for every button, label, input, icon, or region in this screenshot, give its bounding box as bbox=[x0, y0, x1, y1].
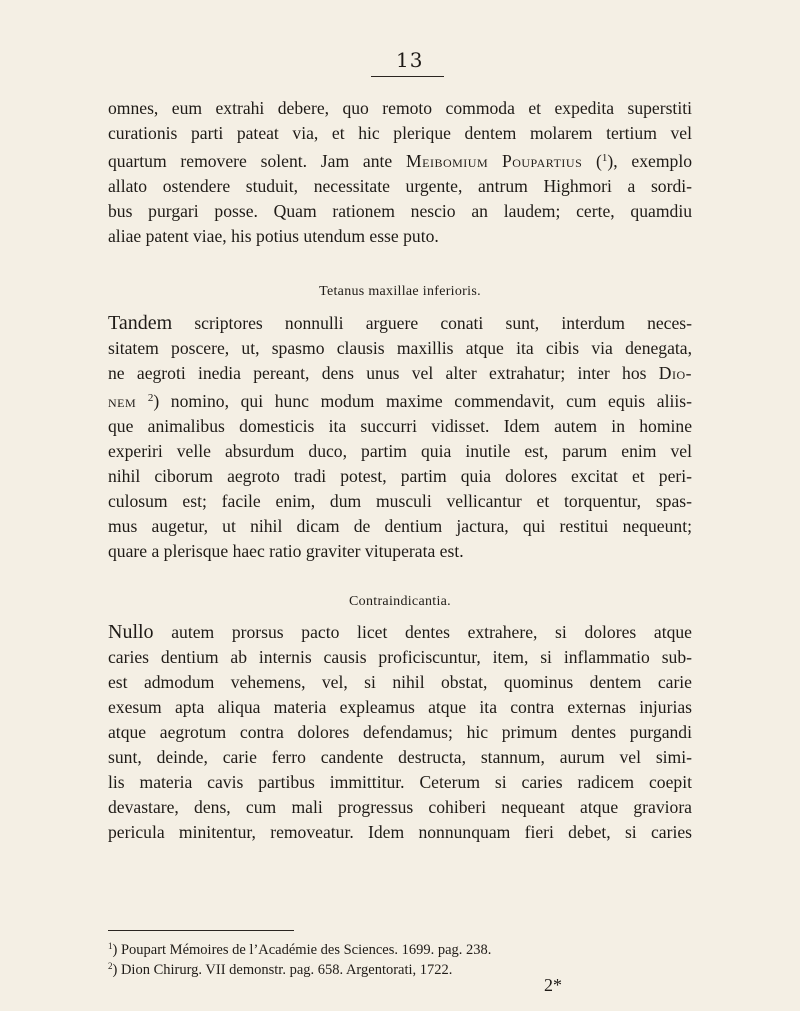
paragraph-2-line bbox=[108, 386, 692, 414]
footnote-text: ) Poupart Mémoires de l’Académie des Sciences. 1699. pag. 238. bbox=[112, 942, 492, 958]
footnote-marker: 2 bbox=[108, 961, 113, 971]
paragraph-1-line: aliae patent viae, his potius utendum esse puto. bbox=[108, 226, 439, 246]
text-run: ne aegroti inedia pereant, dens unus vel alter extrahatur; inter hos bbox=[108, 363, 647, 383]
author-name-meibomium: Meibomium bbox=[406, 151, 489, 171]
text-run: autem prorsus pacto licet dentes extrahere, si dolores atque bbox=[171, 622, 692, 642]
paragraph-3-line: atque aegrotum contra dolores defendamus; hic primum dentes purgandi bbox=[108, 722, 692, 742]
text-run: ), exemplo bbox=[607, 151, 693, 171]
paragraph-2 bbox=[108, 311, 692, 564]
paragraph-3-line: exesum apta aliqua materia expleamus atque ita contra externas injurias bbox=[108, 697, 692, 717]
footnote-marker: 1 bbox=[108, 941, 113, 951]
paragraph-3-line: pericula minitentur, removeatur. Idem nonnunquam fieri debet, si caries bbox=[108, 822, 692, 842]
paragraph-2-line: experiri velle absurdum duco, partim quia inutile est, parum enim vel bbox=[108, 441, 692, 461]
paragraph-1-line: bus purgari posse. Quam rationem nescio an laudem; certe, quamdiu bbox=[108, 201, 692, 221]
section-heading-tetanus: Tetanus maxillae inferioris. bbox=[319, 284, 481, 299]
paragraph-1-line: allato ostendere studuit, necessitate urgente, antrum Highmori a sordi- bbox=[108, 176, 692, 196]
footnote-2 bbox=[108, 956, 692, 980]
footnote-text: ) Dion Chirurg. VII demonstr. pag. 658. Argentorati, 1722. bbox=[112, 962, 453, 978]
author-name-dion: Dio- bbox=[658, 363, 692, 383]
paragraph-2-line: nihil ciborum aegroto tradi potest, partim quia dolores excitat et peri- bbox=[108, 466, 692, 486]
author-name-poupartius: Poupartius bbox=[501, 151, 583, 171]
paragraph-2-line: quare a plerisque haec ratio graviter vituperata est. bbox=[108, 541, 464, 561]
author-name-dion-cont: nem bbox=[108, 391, 137, 411]
paragraph-3 bbox=[108, 620, 692, 845]
page-number: 13 bbox=[396, 48, 424, 72]
text-run: scriptores nonnulli arguere conati sunt, interdum neces- bbox=[194, 313, 692, 333]
paragraph-1-line bbox=[108, 146, 692, 174]
paragraph-1 bbox=[108, 96, 692, 249]
text-run: ) nomino, qui hunc modum maxime commendavit, cum equis aliis- bbox=[153, 391, 692, 411]
paragraph-2-line bbox=[108, 361, 692, 386]
lead-word: Nullo bbox=[108, 621, 154, 643]
text-run: ( bbox=[596, 151, 602, 171]
signature-mark: 2* bbox=[544, 975, 562, 995]
paragraph-2-line: culosum est; facile enim, dum musculi vellicantur et torquentur, spas- bbox=[108, 491, 692, 511]
section-heading-contraindicantia: Contraindicantia. bbox=[349, 594, 451, 609]
footnote-rule bbox=[108, 930, 294, 931]
paragraph-1-line: omnes, eum extrahi debere, quo remoto commoda et expedita superstiti bbox=[108, 98, 692, 118]
paragraph-1-line: curationis parti pateat via, et hic plerique dentem molarem tertium vel bbox=[108, 123, 692, 143]
paragraph-3-line: devastare, dens, cum mali progressus cohiberi nequeant atque graviora bbox=[108, 797, 692, 817]
footnote-ref-2: 2 bbox=[147, 392, 154, 404]
paragraph-2-line: mus augetur, ut nihil dicam de dentium jactura, qui restitui nequeunt; bbox=[108, 516, 692, 536]
paragraph-3-line: est admodum vehemens, vel, si nihil obstat, quominus dentem carie bbox=[108, 672, 692, 692]
paragraph-3-line: caries dentium ab internis causis proficiscuntur, item, si inflammatio sub- bbox=[108, 647, 692, 667]
paragraph-3-line: sunt, deinde, carie ferro candente destructa, stannum, aurum vel simi- bbox=[108, 747, 692, 767]
paragraph-2-line: que animalibus domesticis ita succurri vidisset. Idem autem in homine bbox=[108, 416, 692, 436]
text-run: quartum removere solent. Jam ante bbox=[108, 151, 393, 171]
header-rule bbox=[371, 76, 444, 77]
paragraph-2-line bbox=[108, 311, 692, 336]
paragraph-2-line: sitatem poscere, ut, spasmo clausis maxillis atque ita cibis via denegata, bbox=[108, 338, 692, 358]
footnote-ref-1: 1 bbox=[601, 152, 608, 164]
lead-word: Tandem bbox=[108, 312, 173, 334]
paragraph-3-line: lis materia cavis partibus immittitur. Ceterum si caries radicem coepit bbox=[108, 772, 692, 792]
paragraph-3-line bbox=[108, 620, 692, 645]
